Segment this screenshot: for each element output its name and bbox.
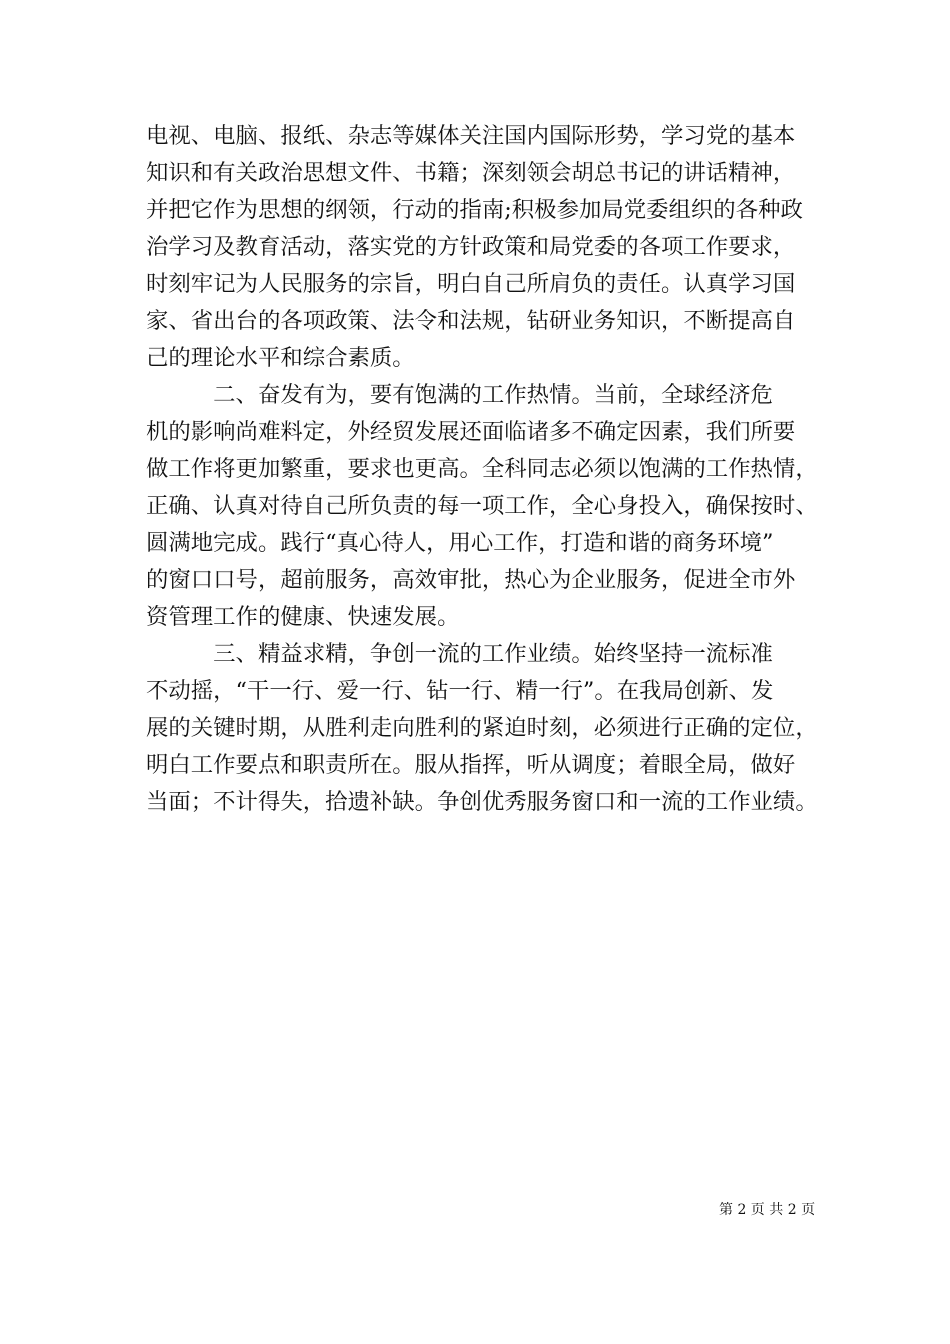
text-line: 知识和有关政治思想文件、书籍；深刻领会胡总书记的讲话精神， xyxy=(146,160,796,186)
text-line: 电视、电脑、报纸、杂志等媒体关注国内国际形势，学习党的基本 xyxy=(146,123,796,149)
text-line: 正确、认真对待自己所负责的每一项工作，全心身投入，确保按时、 xyxy=(146,493,818,519)
text-line: 明白工作要点和职责所在。服从指挥，听从调度；着眼全局，做好 xyxy=(146,752,796,778)
text-line: 并把它作为思想的纲领，行动的指南;积极参加局党委组织的各种政 xyxy=(146,197,803,223)
text-line: 的窗口口号，超前服务，高效审批，热心为企业服务，促进全市外 xyxy=(146,567,796,593)
text-line: 资管理工作的健康、快速发展。 xyxy=(146,604,460,630)
text-line: 时刻牢记为人民服务的宗旨，明白自己所肩负的责任。认真学习国 xyxy=(146,271,796,297)
text-line: 圆满地完成。践行“真心待人，用心工作，打造和谐的商务环境” xyxy=(146,530,774,556)
text-line: 二、奋发有为，要有饱满的工作热情。当前，全球经济危 xyxy=(146,382,773,408)
text-line: 己的理论水平和综合素质。 xyxy=(146,345,415,371)
text-line: 展的关键时期，从胜利走向胜利的紧迫时刻，必须进行正确的定位， xyxy=(146,715,818,741)
text-line: 三、精益求精，争创一流的工作业绩。始终坚持一流标准 xyxy=(146,641,773,667)
text-line: 做工作将更加繁重，要求也更高。全科同志必须以饱满的工作热情， xyxy=(146,456,818,482)
text-line: 不动摇，“干一行、爱一行、钻一行、精一行”。在我局创新、发 xyxy=(146,678,774,704)
text-line: 治学习及教育活动，落实党的方针政策和局党委的各项工作要求， xyxy=(146,234,796,260)
text-line: 家、省出台的各项政策、法令和法规，钻研业务知识，不断提高自 xyxy=(146,308,796,334)
text-line: 当面；不计得失，拾遗补缺。争创优秀服务窗口和一流的工作业绩。 xyxy=(146,789,818,815)
text-line: 机的影响尚难料定，外经贸发展还面临诸多不确定因素，我们所要 xyxy=(146,419,796,445)
page-number-footer: 第 2 页 共 2 页 xyxy=(719,1202,816,1218)
